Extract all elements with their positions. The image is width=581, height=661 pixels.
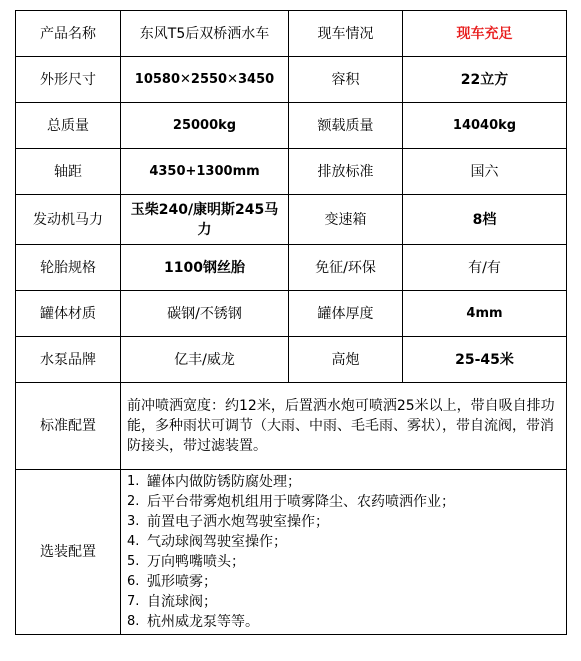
row-value: 有/有 <box>403 245 567 291</box>
row-label: 现车情况 <box>289 11 403 57</box>
row-label: 额载质量 <box>289 103 403 149</box>
row-value: 10580✕2550✕3450 <box>121 57 289 103</box>
row-value: 22立方 <box>403 57 567 103</box>
row-value: 玉柴240/康明斯245马力 <box>121 195 289 245</box>
table-row <box>16 149 567 195</box>
row-label: 罐体材质 <box>16 291 121 337</box>
table-row <box>16 57 567 103</box>
standard-config-text: 前冲喷洒宽度：约12米，后置洒水炮可喷洒25米以上，带自吸自排功能，多种雨状可调节（大雨、中雨、毛毛雨、雾状），带自流阀，带消防接头，带过滤装置。 <box>121 383 567 470</box>
row-value: 8档 <box>403 195 567 245</box>
table-row <box>16 245 567 291</box>
row-value: 25000kg <box>121 103 289 149</box>
row-value: 1100钢丝胎 <box>121 245 289 291</box>
row-label: 外形尺寸 <box>16 57 121 103</box>
optional-config-label: 选装配置 <box>16 470 121 635</box>
list-item: 6. 弧形喷雾； <box>127 574 217 590</box>
table-row <box>16 291 567 337</box>
row-value: 25-45米 <box>403 337 567 383</box>
spec-sheet <box>15 10 566 635</box>
list-item: 8. 杭州威龙泵等等。 <box>127 614 259 630</box>
row-label: 发动机马力 <box>16 195 121 245</box>
row-value: 亿丰/威龙 <box>121 337 289 383</box>
row-value: 4350+1300mm <box>121 149 289 195</box>
standard-config-row <box>16 383 567 470</box>
standard-config-label: 标准配置 <box>16 383 121 470</box>
row-value: 碳钢/不锈钢 <box>121 291 289 337</box>
row-label: 高炮 <box>289 337 403 383</box>
row-label: 总质量 <box>16 103 121 149</box>
row-label: 轮胎规格 <box>16 245 121 291</box>
row-label: 容积 <box>289 57 403 103</box>
row-label: 水泵品牌 <box>16 337 121 383</box>
table-row <box>16 11 567 57</box>
list-item: 1. 罐体内做防锈防腐处理； <box>127 474 301 490</box>
row-label: 产品名称 <box>16 11 121 57</box>
row-value: 东风T5后双桥洒水车 <box>121 11 289 57</box>
list-item: 7. 自流球阀； <box>127 594 217 610</box>
row-label: 排放标准 <box>289 149 403 195</box>
table-row <box>16 103 567 149</box>
row-value: 4mm <box>403 291 567 337</box>
spec-table <box>15 10 567 635</box>
row-label: 变速箱 <box>289 195 403 245</box>
list-item: 3. 前置电子洒水炮驾驶室操作； <box>127 514 329 530</box>
optional-config-row <box>16 470 567 635</box>
optional-config-list <box>127 472 560 632</box>
table-row <box>16 195 567 245</box>
row-label: 罐体厚度 <box>289 291 403 337</box>
row-value: 14040kg <box>403 103 567 149</box>
list-item: 5. 万向鸭嘴喷头； <box>127 554 245 570</box>
list-item: 4. 气动球阀驾驶室操作； <box>127 534 287 550</box>
stock-status: 现车充足 <box>403 11 567 57</box>
row-label: 轴距 <box>16 149 121 195</box>
row-label: 免征/环保 <box>289 245 403 291</box>
list-item: 2. 后平台带雾炮机组用于喷雾降尘、农药喷洒作业； <box>127 494 455 510</box>
table-row <box>16 337 567 383</box>
optional-config-cell <box>121 470 567 635</box>
row-value: 国六 <box>403 149 567 195</box>
